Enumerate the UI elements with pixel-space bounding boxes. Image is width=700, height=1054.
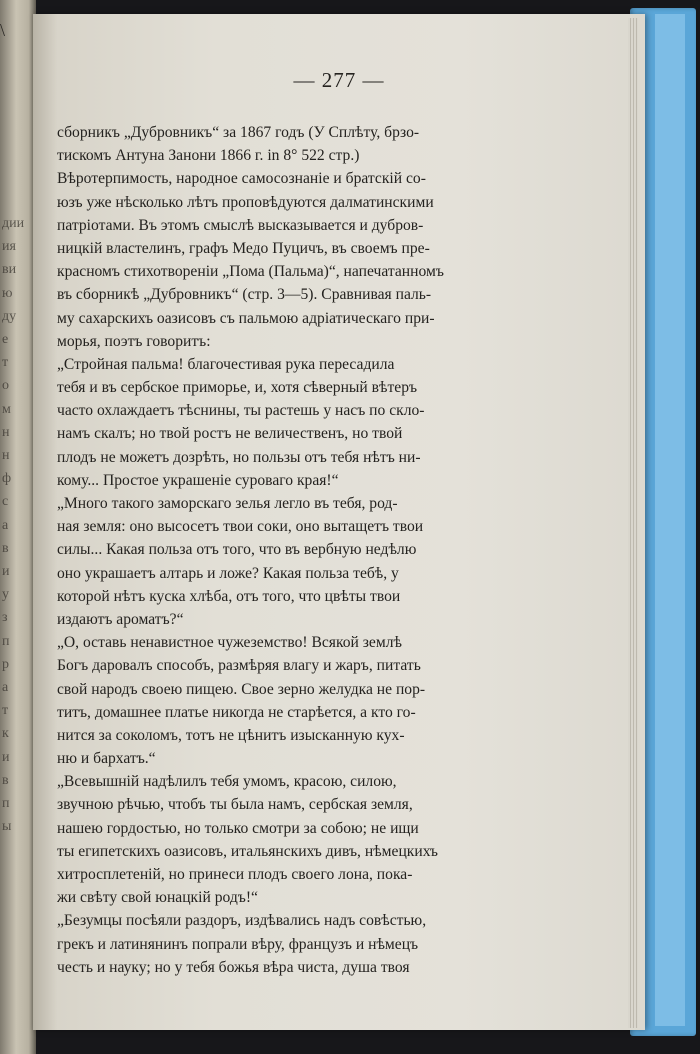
text-line: силы... Какая польза отъ того, что въ вербную недѣлю [57,541,417,559]
left-page-fragment: ви [2,262,17,278]
text-line: „О, оставь ненавистное чужеземство! Всякой землѣ [57,634,402,652]
text-line: жи свѣту свой юнацкій родъ!“ [57,889,258,907]
text-line: грекъ и латинянинъ попрали вѣру, французъ и нѣмецъ [57,935,419,953]
left-page-fragment: с [2,494,9,510]
page-body-text [57,121,557,979]
left-page-mark: \ [0,20,6,40]
text-line: ницкій властелинъ, графъ Медо Пуцичъ, въ своемъ пре- [57,239,430,257]
left-page-fragment: ы [2,819,12,835]
page-stack-edge [628,18,638,1028]
left-page-fragment: а [2,517,9,533]
text-line: въ сборникѣ „Дубровникъ“ (стр. 3—5). Сравнивая паль- [57,286,432,304]
text-line: звучною рѣчью, чтобъ ты была намъ, сербская земля, [57,796,413,814]
text-line: титъ, домашнее платье никогда не старѣется, а кто го- [57,703,416,721]
text-line: красномъ стихотвореніи „Пома (Пальма)“, напечатанномъ [57,263,444,281]
book-page [33,14,645,1030]
text-line: честь и науку; но у тебя божья вѣра чиста, душа твоя [57,958,410,976]
left-page-fragment: и [2,564,10,580]
text-line: тискомъ Антуна Занони 1866 г. in 8° 522 стр.) [57,147,360,165]
text-line: оно украшаетъ алтарь и ложе? Какая польза тебѣ, у [57,564,399,582]
left-page-fragment: з [2,610,8,626]
page-number: — 277 — [293,68,385,92]
left-page-fragment: ф [2,471,12,487]
text-line: намъ скалъ; но твой ростъ не величественъ, но твой [57,425,403,443]
text-line: морья, поэтъ говоритъ: [57,332,211,350]
text-line: юзъ уже нѣсколько лѣтъ проповѣдуются далматинскими [57,193,434,211]
left-page-fragment: ия [2,239,16,255]
text-line: „Много такого заморскаго зелья легло въ тебя, род- [57,495,398,512]
left-page-gutter [0,0,36,1054]
text-line: хитросплетеній, но принеси плодъ своего лона, пока- [57,866,413,883]
text-line: „Всевышній надѣлилъ тебя умомъ, красою, силою, [57,773,397,791]
left-page-fragment: м [2,401,11,417]
text-line: патріотами. Въ этомъ смыслѣ высказывается и дубров- [57,216,424,234]
left-page-fragment: ду [2,308,17,324]
left-page-fragment: п [2,796,10,812]
book-cover-edge-inner [655,14,685,1026]
text-line: Богъ даровалъ способъ, размѣряя влагу и жаръ, питать [57,657,421,675]
text-line: которой нѣтъ куска хлѣба, отъ того, что цвѣты твои [57,587,401,605]
left-page-fragment: ю [2,285,13,301]
left-page-fragment: и [2,749,10,765]
text-line: Вѣротерпимость, народное самосознаніе и братскій со- [57,170,426,188]
left-page-fragment: дии [2,216,25,231]
left-page-fragment: в [2,772,9,788]
text-line: ню и бархатъ.“ [57,750,156,768]
left-page-fragment: т [2,703,9,719]
text-line: кому... Простое украшеніе суроваго края!“ [57,471,339,489]
left-page-fragment: к [2,726,9,742]
text-line: тебя и въ сербское приморье, и, хотя сѣверный вѣтеръ [57,379,418,397]
text-line: ная земля: оно высосетъ твои соки, оно вытащетъ твои [57,518,424,536]
left-page-fragment: а [2,680,9,696]
text-line: нится за соколомъ, тотъ не цѣнитъ изысканную кух- [57,726,405,744]
left-page-fragment: в [2,540,9,556]
text-line: издаютъ ароматъ?“ [57,610,184,628]
left-page-fragment: о [2,378,9,394]
text-line: му сахарскихъ оазисовъ съ пальмою адріатическаго при- [57,309,435,327]
text-line: ты египетскихъ оазисовъ, итальянскихъ дивъ, нѣмецкихъ [57,842,438,860]
text-line: свой народъ своею пищею. Свое зерно желудка не пор- [57,680,426,698]
text-line: сборникъ „Дубровникъ“ за 1867 годъ (У Сплѣту, брзо- [57,124,420,141]
left-page-fragment: у [2,587,9,603]
left-page-fragment: н [2,448,10,464]
left-page-text [2,212,36,838]
text-line: нашею гордостью, но только смотри за собою; не ищи [57,819,419,837]
text-line: „Стройная пальма! благочестивая рука пересадила [57,355,395,373]
left-page-fragment: т [2,355,9,371]
left-page-fragment: н [2,424,10,440]
left-page-fragment: р [2,656,9,672]
text-line: часто охлаждаетъ тѣснины, ты растешь у насъ по скло- [57,402,425,420]
text-line: плодъ не можетъ дозрѣть, но пользы отъ тебя нѣтъ ни- [57,448,421,466]
left-page-fragment: е [2,332,9,348]
left-page-fragment: п [2,633,10,649]
text-line: „Безумцы посѣяли раздоръ, издѣвались надъ совѣстью, [57,912,427,930]
